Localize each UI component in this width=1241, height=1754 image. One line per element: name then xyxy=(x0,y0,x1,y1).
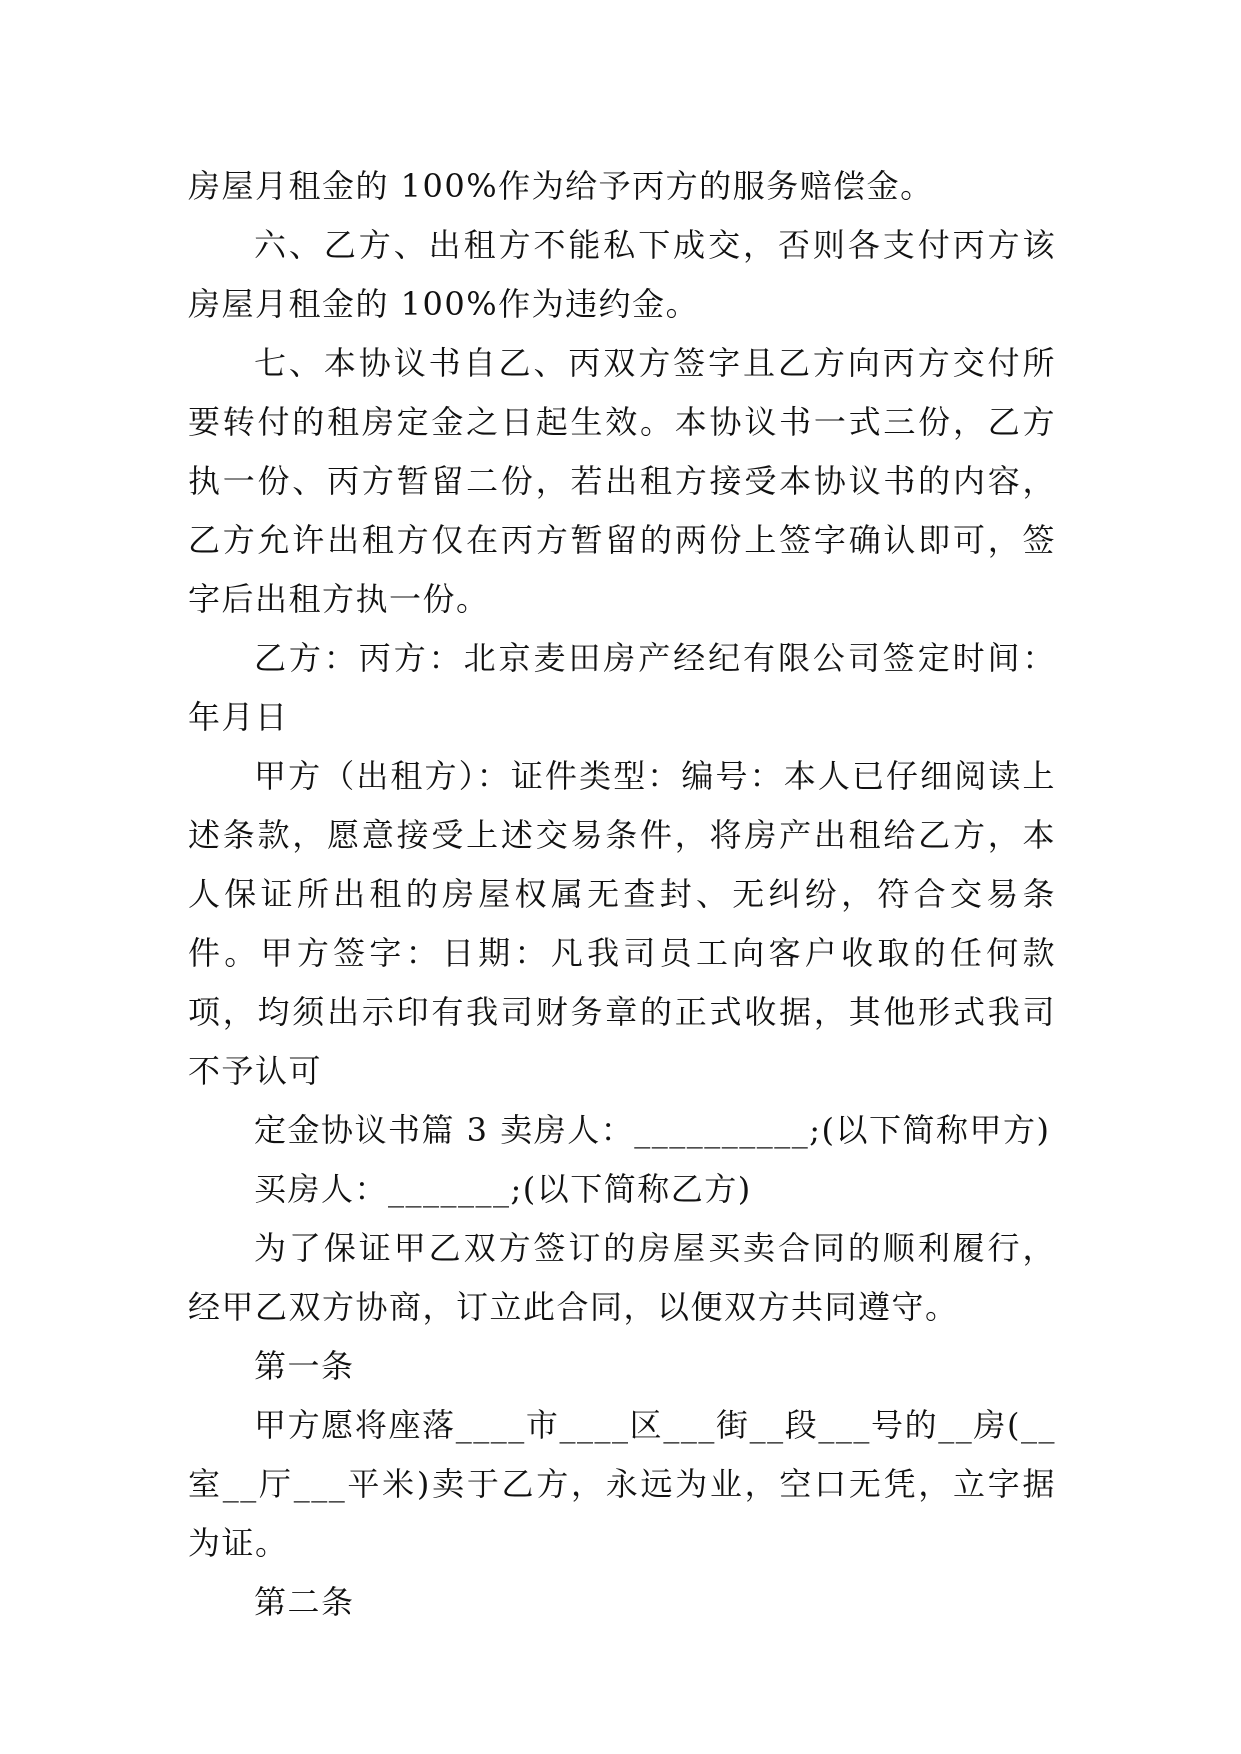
paragraph-service-compensation: 房屋月租金的 100%作为给予丙方的服务赔偿金。 xyxy=(188,167,934,205)
heading-article-one: 第一条 xyxy=(254,1347,355,1385)
paragraph-article-one: 甲方愿将座落____市____区___街__段___号的__房(__室__厅___平米)卖于乙方，永远为业，空口无凭，立字据为证。 xyxy=(188,1406,1056,1562)
paragraph-lessor-statement: 甲方（出租方）：证件类型：编号：本人已仔细阅读上述条款，愿意接受上述交易条件，将房产出租给乙方，本人保证所出租的房屋权属无查封、无纠纷，符合交易条件。甲方签字：日期：凡我司员工向客户收取的任何款项，均须出示印有我司财务章的正式收据，其他形式我司不予认可 xyxy=(188,757,1056,1090)
paragraph-purpose: 为了保证甲乙双方签订的房屋买卖合同的顺利履行，经甲乙双方协商，订立此合同，以便双方共同遵守。 xyxy=(188,1229,1056,1326)
paragraph-seller-line: 定金协议书篇 3 卖房人：__________;(以下简称甲方) xyxy=(254,1111,1051,1149)
paragraph-signature-parties: 乙方：丙方：北京麦田房产经纪有限公司签定时间：年月日 xyxy=(188,639,1056,736)
paragraph-clause-six: 六、乙方、出租方不能私下成交，否则各支付丙方该房屋月租金的 100%作为违约金。 xyxy=(188,226,1056,323)
heading-article-two: 第二条 xyxy=(254,1583,355,1621)
document-body xyxy=(188,157,1056,1632)
paragraph-buyer-line: 买房人：_______;(以下简称乙方) xyxy=(254,1170,752,1208)
paragraph-clause-seven: 七、本协议书自乙、丙双方签字且乙方向丙方交付所要转付的租房定金之日起生效。本协议书一式三份，乙方执一份、丙方暂留二份，若出租方接受本协议书的内容，乙方允许出租方仅在丙方暂留的两份上签字确认即可，签字后出租方执一份。 xyxy=(188,344,1056,618)
